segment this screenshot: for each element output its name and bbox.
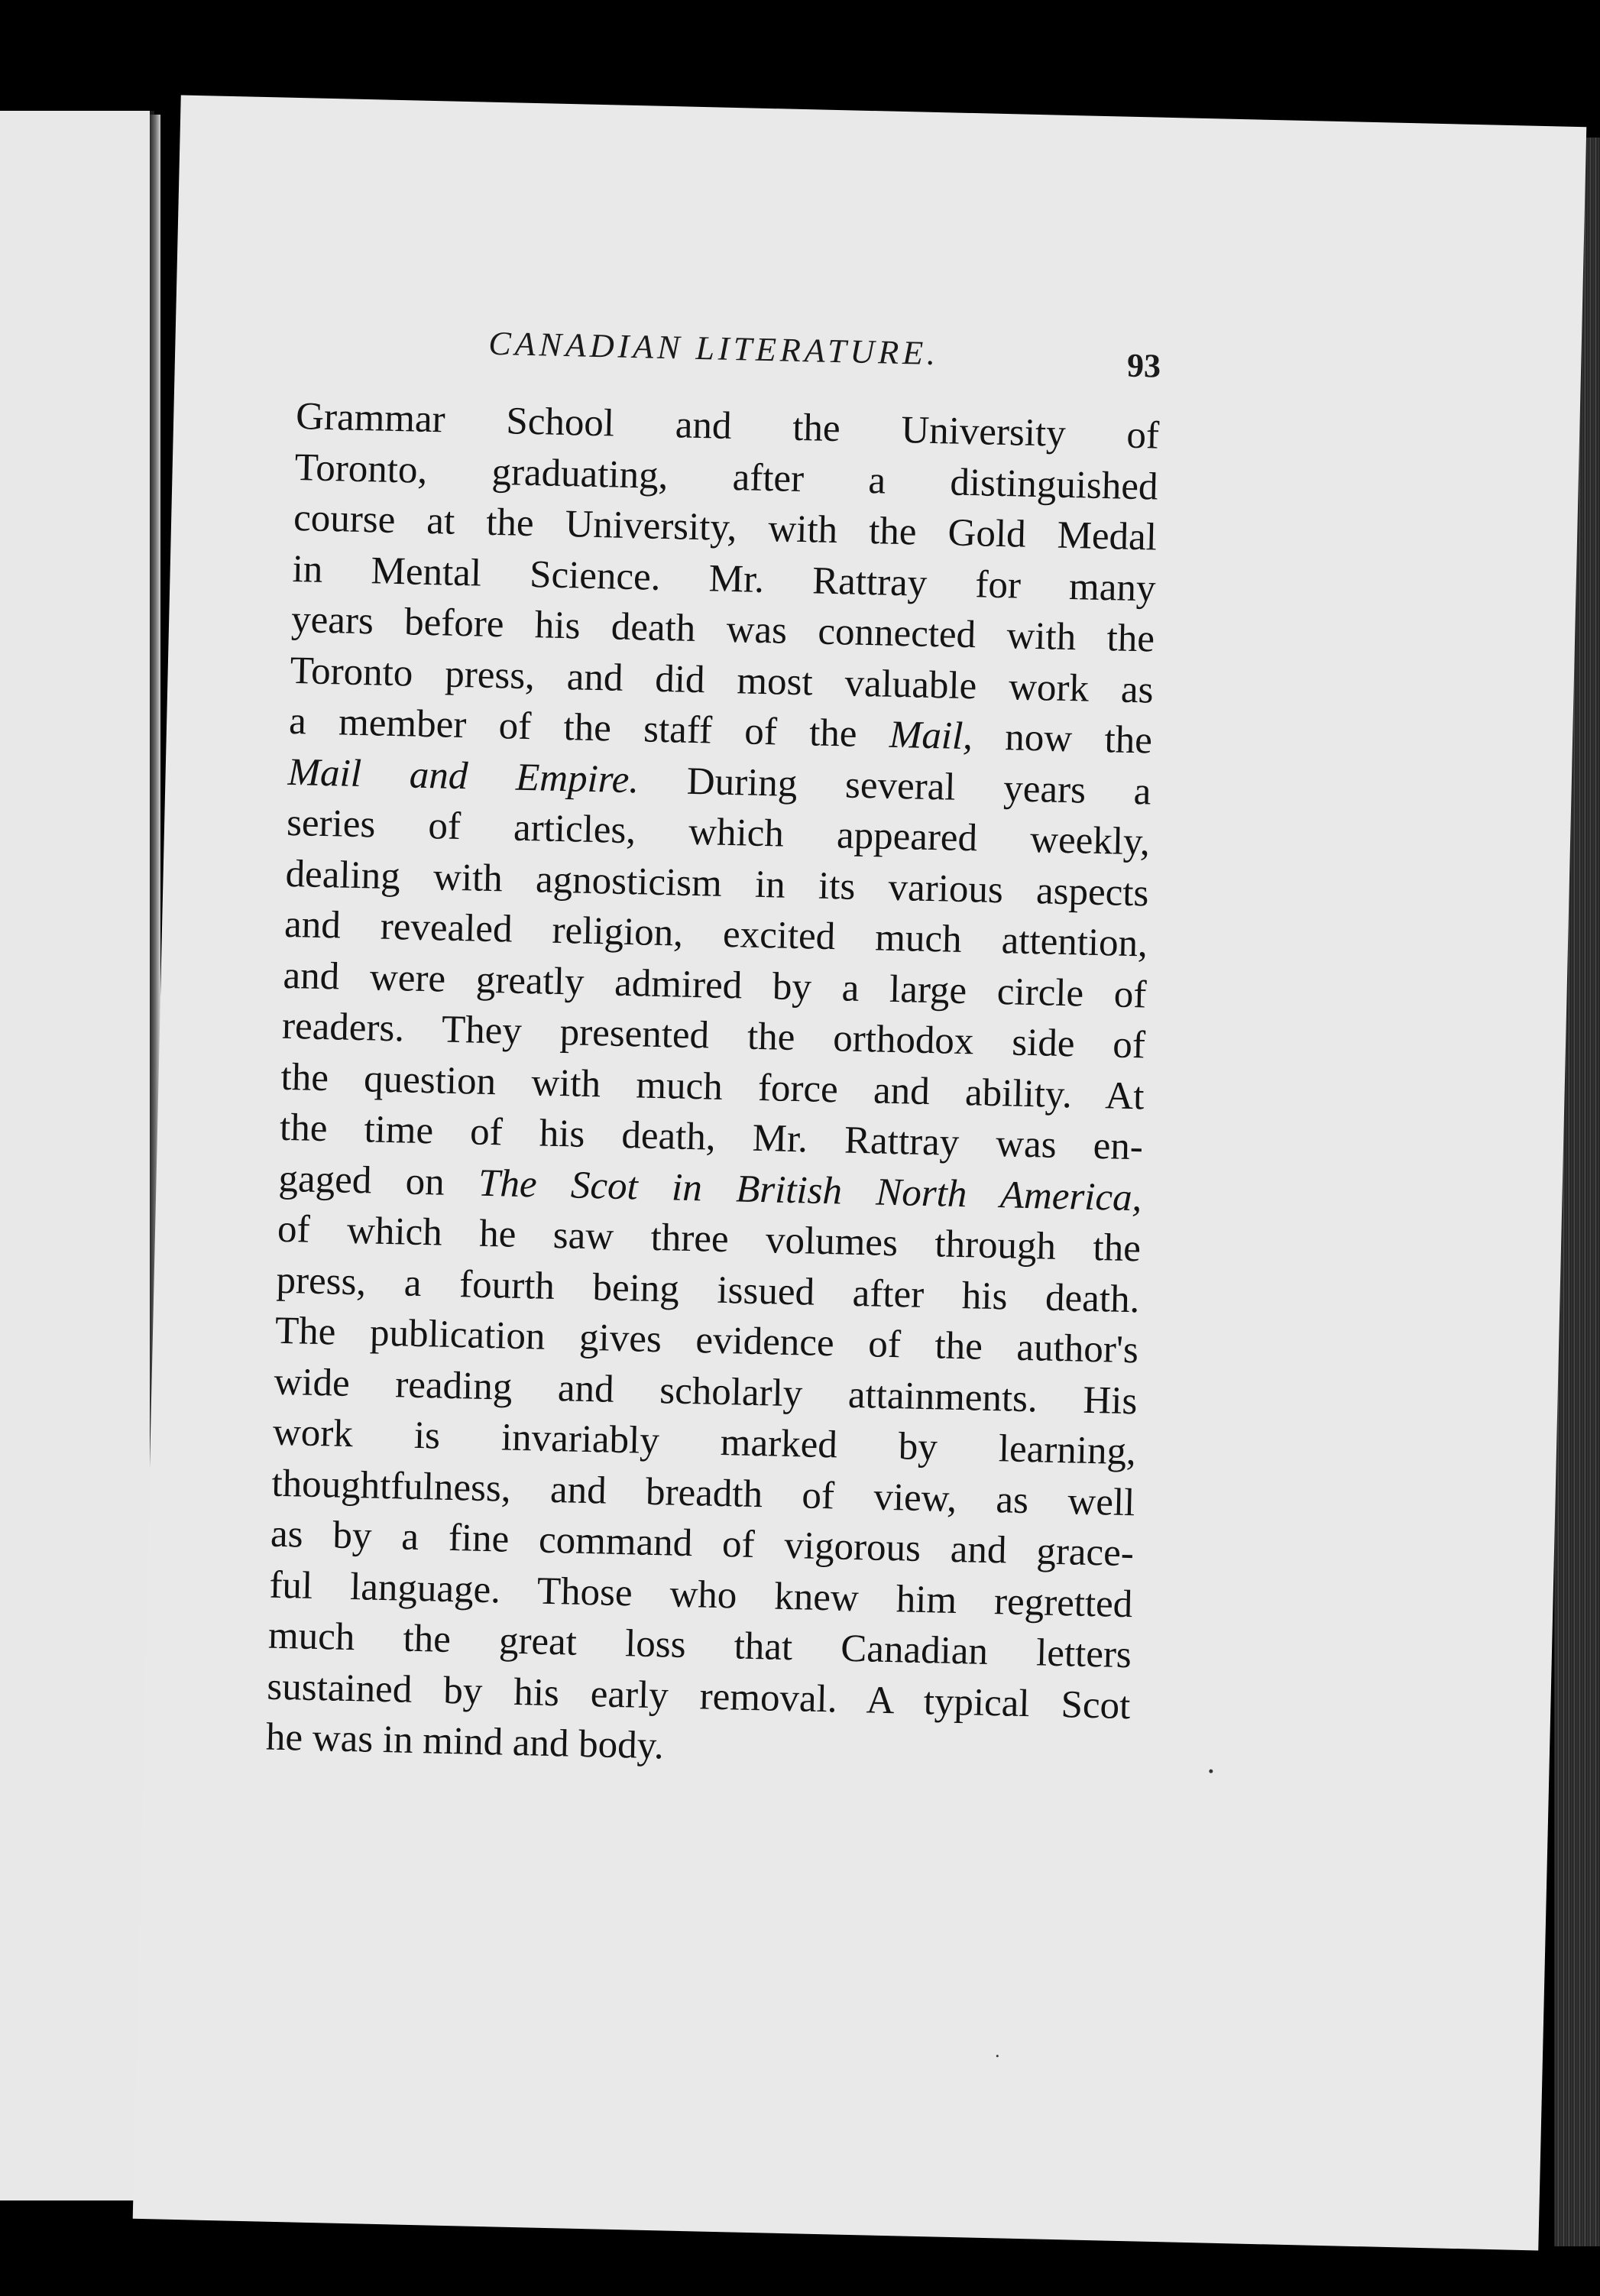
text-run: and revealed religion, excited much attention, [283, 902, 1148, 966]
italic-title: Mail and Empire. [287, 750, 640, 801]
text-run: course at the University, with the Gold Medal [293, 496, 1158, 559]
text-run: work is invariably marked by learning, [272, 1410, 1137, 1474]
running-head [297, 312, 1162, 393]
running-head-title: CANADIAN LITERATURE. [487, 324, 940, 373]
text-run: press, a fourth being issued after his death. [275, 1258, 1140, 1321]
text-run: Toronto, graduating, after a distinguished [294, 445, 1159, 509]
italic-title: The Scot in British North America, [478, 1161, 1142, 1219]
text-run: gaged on [278, 1157, 479, 1205]
body-paragraph [265, 391, 1159, 1783]
text-run: readers. They presented the orthodox side of [281, 1004, 1146, 1067]
book-page [133, 95, 1587, 2250]
text-run: Grammar School and the University of [295, 395, 1160, 458]
text-run: The publication gives evidence of the author's [274, 1309, 1139, 1372]
text-run: as by a fine command of vigorous and grace- [270, 1512, 1135, 1575]
left-page-margin [0, 111, 154, 2200]
text-run: of which he saw three volumes through the [277, 1207, 1142, 1271]
text-run: series of articles, which appeared weekly, [286, 801, 1151, 864]
text-run: the time of his death, Mr. Rattray was en- [279, 1106, 1144, 1169]
text-run: a member of the staff of the [288, 699, 890, 756]
text-run: Toronto press, and did most valuable work as [290, 649, 1155, 712]
page-text-block [265, 312, 1161, 1783]
text-run: During several years a [638, 758, 1152, 814]
text-run: wide reading and scholarly attainments. His [273, 1360, 1138, 1423]
ink-speck [996, 2055, 999, 2057]
text-run: he was in mind and body. [265, 1715, 665, 1768]
italic-title: Mail, [889, 713, 973, 759]
page-number: 93 [1126, 346, 1161, 385]
text-run: now the [972, 715, 1153, 763]
text-run: in Mental Science. Mr. Rattray for many [292, 547, 1157, 610]
text-run: sustained by his early removal. A typical Scot [266, 1665, 1131, 1728]
text-run: years before his death was connected with the [290, 597, 1155, 661]
text-run: thoughtfulness, and breadth of view, as well [270, 1462, 1135, 1524]
text-run: dealing with agnosticism in its various aspects [285, 852, 1150, 915]
ink-speck [1209, 1770, 1213, 1773]
text-run: much the great loss that Canadian letters [267, 1614, 1132, 1677]
text-run: and were greatly admired by a large circle of [283, 954, 1148, 1016]
text-run: ful language. Those who knew him regretted [268, 1563, 1133, 1626]
text-run: the question with much force and ability. At [280, 1055, 1145, 1118]
